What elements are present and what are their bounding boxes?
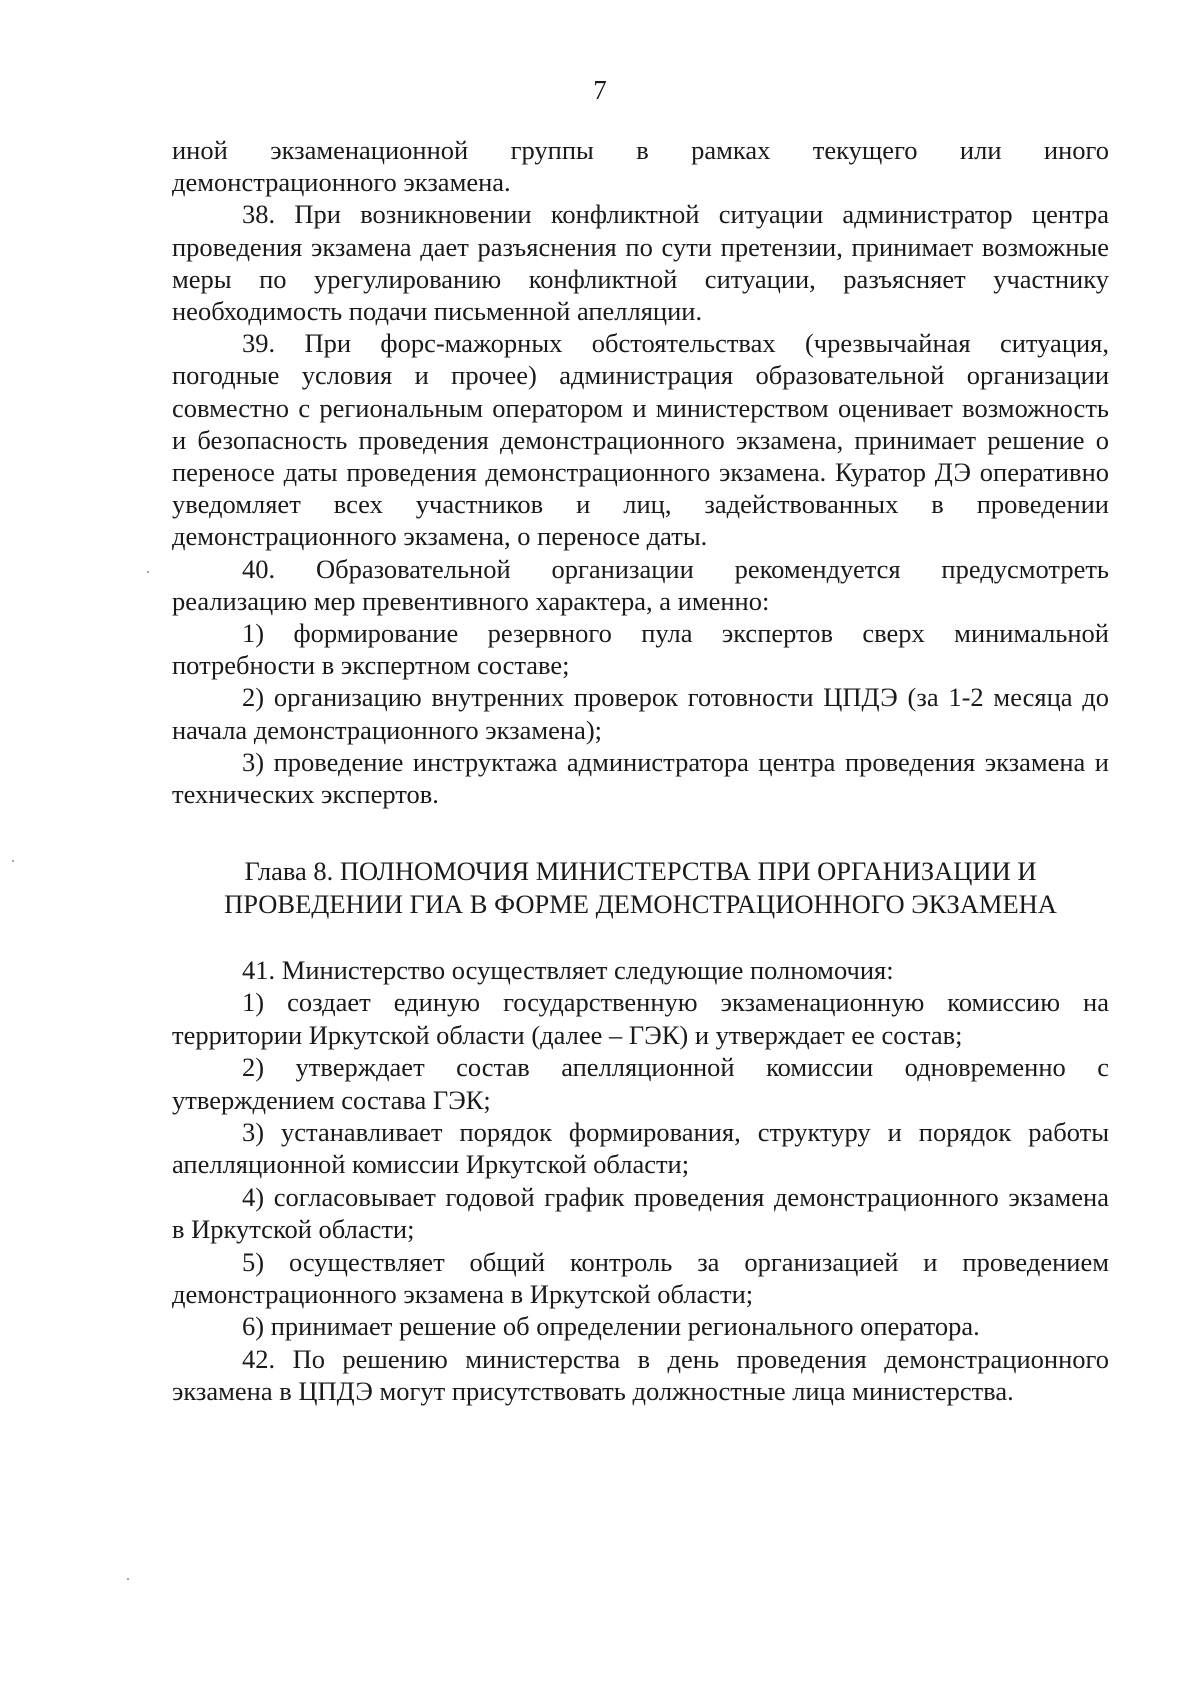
scan-artifact-dot xyxy=(147,571,149,573)
paragraph-38: 38. При возникновении конфликтной ситуации администратор центра проведения экзамена дает разъяснения по сути претензии, принимает возможные меры по урегулированию конфликтной ситуации, разъясняет участнику необходимость подачи письменной апелляции. xyxy=(172,199,1109,327)
paragraph-41-item-5: 5) осуществляет общий контроль за организацией и проведением демонстрационного экзамена в Иркутской области; xyxy=(172,1246,1109,1310)
page-number: 7 xyxy=(593,75,607,105)
paragraph-41-item-3: 3) устанавливает порядок формирования, структуру и порядок работы апелляционной комиссии Иркутской области; xyxy=(172,1117,1109,1180)
paragraph-39: 39. При форс-мажорных обстоятельствах (чрезвычайная ситуация, погодные условия и прочее) администрация образовательной организации совместно с региональным оператором и министерством оценивает возможность и безопасность проведения демонстрационного экзамена, принимает решение о переносе даты проведения демонстрационного экзамена. Куратор ДЭ оперативно уведомляет всех участников и лиц, задействованных в проведении демонстрационного экзамена, о переносе даты. xyxy=(172,328,1109,552)
paragraph-40-item-1: 1) формирование резервного пула экспертов сверх минимальной потребности в экспертном составе; xyxy=(172,618,1109,681)
body-section-1 xyxy=(172,134,1109,810)
chapter-heading-line-2: ПРОВЕДЕНИИ ГИА В ФОРМЕ ДЕМОНСТРАЦИОННОГО ЭКЗАМЕНА xyxy=(224,889,1057,919)
chapter-heading xyxy=(172,855,1109,921)
paragraph-continuation-lead: иной экзаменационной группы в рамках текущего или иного xyxy=(172,135,1109,165)
paragraph-41: 41. Министерство осуществляет следующие полномочия: xyxy=(242,955,894,985)
chapter-heading-line-1: Глава 8. ПОЛНОМОЧИЯ МИНИСТЕРСТВА ПРИ ОРГАНИЗАЦИИ И xyxy=(244,856,1037,886)
scan-artifact-dot xyxy=(127,1578,129,1580)
paragraph-41-item-4: 4) согласовывает годовой график проведения демонстрационного экзамена в Иркутской области; xyxy=(172,1181,1109,1245)
paragraph-40: 40. Образовательной организации рекомендуется предусмотреть реализацию мер превентивного характера, а именно: xyxy=(172,553,1109,616)
paragraph-42: 42. По решению министерства в день проведения демонстрационного экзамена в ЦПДЭ могут присутствовать должностные лица министерства. xyxy=(172,1343,1109,1407)
paragraph-41-item-1: 1) создает единую государственную экзаменационную комиссию на территории Иркутской области (далее – ГЭК) и утверждает ее состав; xyxy=(172,987,1109,1050)
body-section-2 xyxy=(172,954,1109,1408)
paragraph-41-item-6: 6) принимает решение об определении регионального оператора. xyxy=(242,1311,980,1342)
paragraph-continuation: демонстрационного экзамена. xyxy=(172,167,511,198)
paragraph-41-item-2: 2) утверждает состав апелляционной комиссии одновременно с утверждением состава ГЭК; xyxy=(172,1052,1109,1115)
scan-artifact-dot xyxy=(12,860,14,862)
paragraph-40-item-2: 2) организацию внутренних проверок готовности ЦПДЭ (за 1-2 месяца до начала демонстрационного экзамена); xyxy=(172,682,1109,745)
paragraph-40-item-3: 3) проведение инструктажа администратора центра проведения экзамена и технических экспертов. xyxy=(172,746,1109,810)
